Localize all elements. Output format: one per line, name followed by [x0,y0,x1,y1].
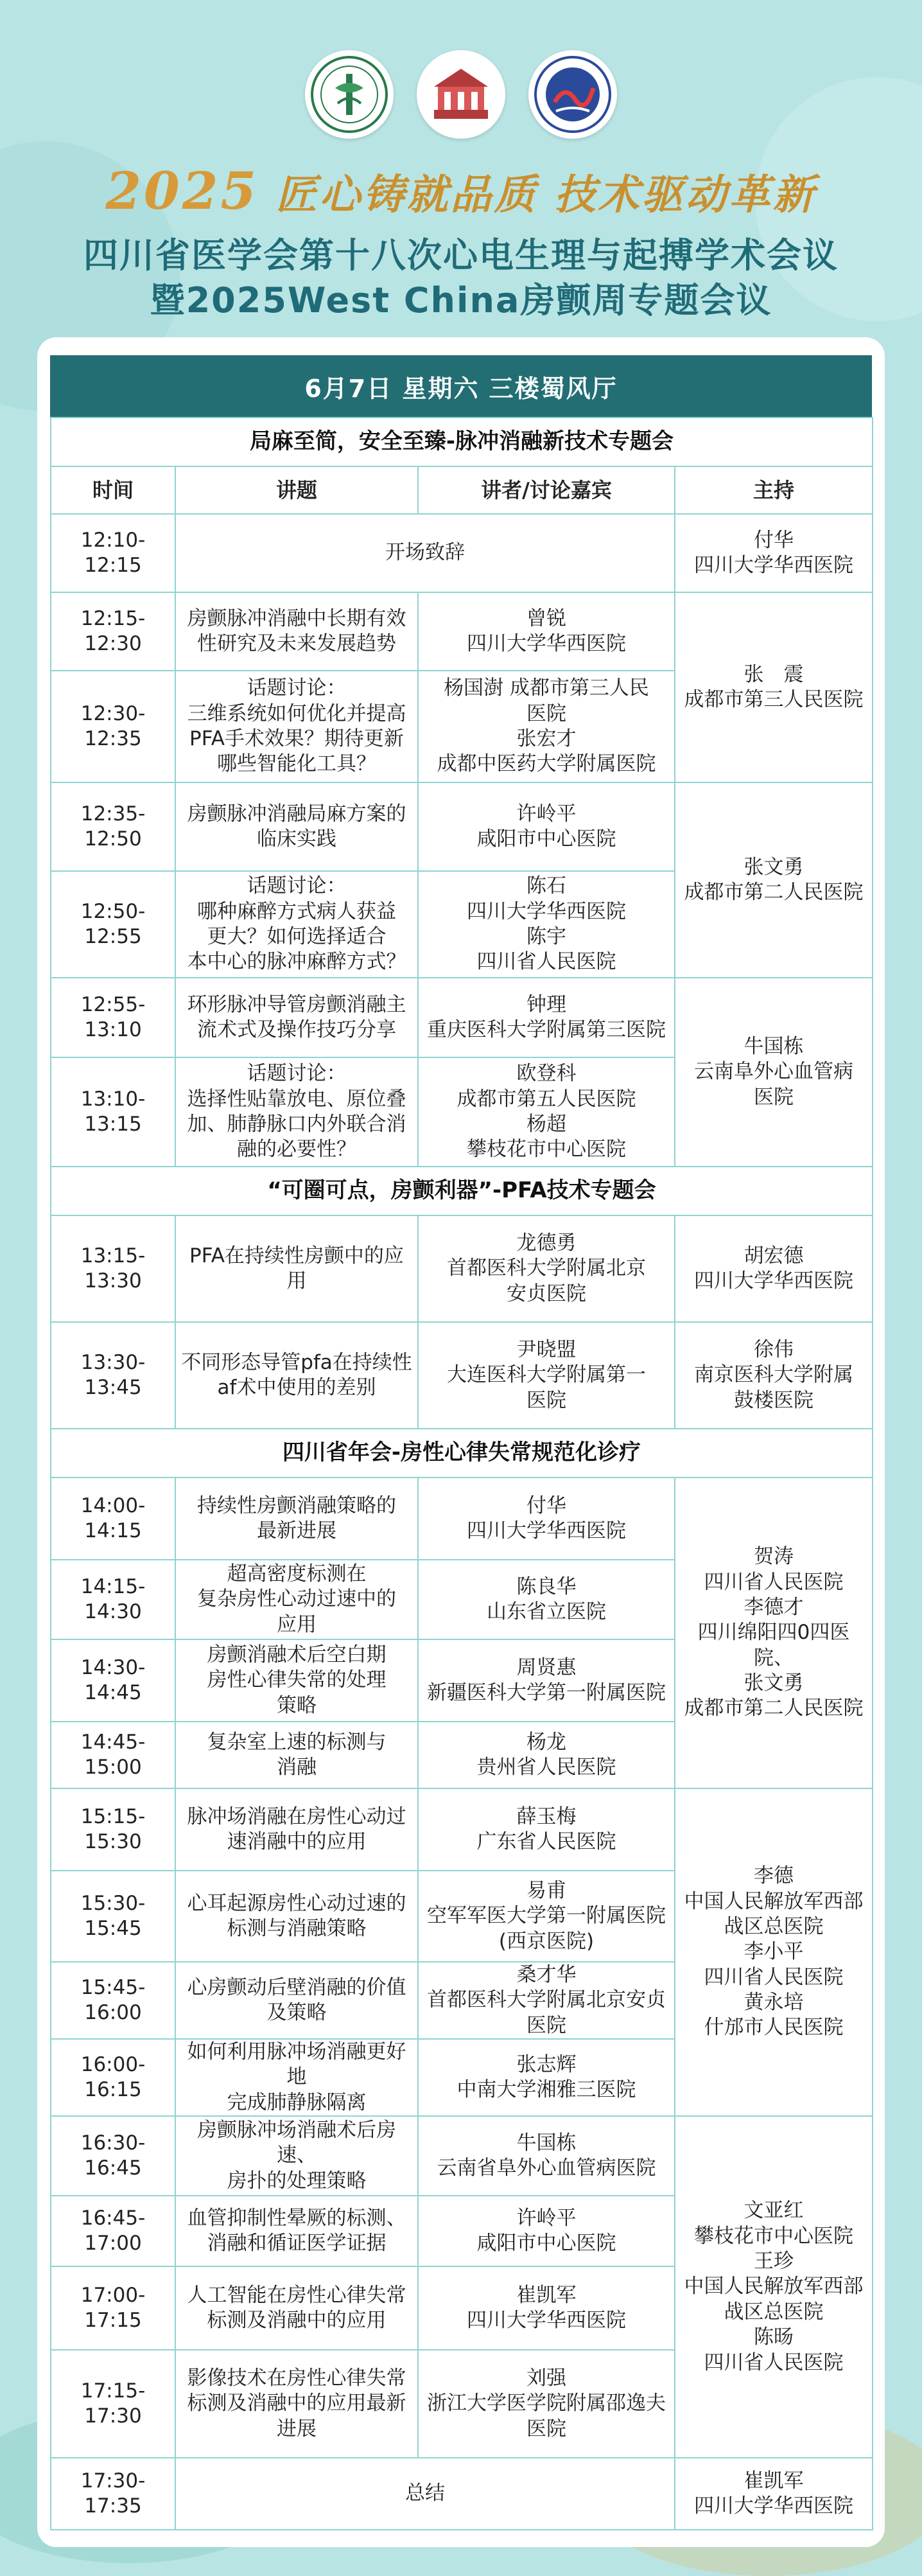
topic-line: 超高密度标测在 [227,1562,367,1585]
speaker-line: 牛国栋 [516,2131,577,2155]
session-time: 13:30-13:45 [51,1322,175,1429]
host-line: 中国人民解放军西部 [684,1889,864,1913]
speaker-line: 攀枝花市中心医院 [467,1138,626,1161]
session-time: 14:00-14:15 [51,1478,175,1560]
topic-line: 临床实践 [257,827,336,851]
session-topic [175,871,418,978]
host-line: 云南阜外心血管病 [694,1060,853,1084]
session-time: 12:50-12:55 [51,871,175,978]
speaker-line: 医院 [526,1388,566,1412]
topic-line: 消融和循证医学证据 [207,2232,387,2255]
section-title: 四川省年会-房性心律失常规范化诊疗 [51,1429,873,1478]
session-speaker [418,1478,675,1560]
association-emblem-icon [533,55,613,134]
table-row [51,1788,873,1871]
association-emblem-logo [528,50,617,139]
speaker-line: 陈宇 [526,925,566,948]
conference-title: 四川省医学会第十八次心电生理与起搏学术会议 [83,235,839,276]
slogan-text: 匠心铸就品质 技术驱动革新 [275,171,817,219]
table-row [51,592,873,671]
host-line: 付华 [754,528,794,552]
host-line: 成都市第二人民医院 [684,881,864,904]
topic-line: 持续性房颤消融策略的 [197,1494,396,1517]
session-host [675,2116,873,2458]
topic-line: 人工智能在房性心律失常 [187,2283,406,2307]
session-speaker [418,1639,675,1722]
session-time: 12:35-12:50 [51,782,175,871]
session-topic [175,1215,418,1322]
topic-line: 复杂室上速的标测与 [207,1730,387,1754]
speaker-line: 陈良华 [516,1575,577,1598]
host-line: 南京医科大学附属 [694,1363,853,1387]
topic-line: 三维系统如何优化并提高 [187,701,406,725]
speaker-line: 杨超 [526,1113,566,1136]
session-topic [175,2196,418,2266]
host-line: 中国人民解放军西部 [684,2275,864,2298]
topic-line: 用 [286,1269,307,1292]
speaker-line: 咸阳市中心医院 [476,827,616,851]
session-speaker [418,2196,675,2266]
speaker-line: 曾锐 [526,606,566,630]
speaker-line: 四川大学华西医院 [467,899,626,923]
table-row [51,1215,873,1322]
topic-line: 不同形态导管pfa在持续性 [181,1350,412,1374]
speaker-line: 新疆医科大学第一附属医院 [427,1681,666,1704]
host-line: 攀枝花市中心医院 [694,2224,853,2248]
session-host [675,592,873,782]
topic-line: 房性心律失常的处理 [207,1668,387,1692]
session-time: 15:30-15:45 [51,1871,175,1962]
speaker-line: 安贞医院 [507,1282,586,1305]
column-header: 讲者/讨论嘉宾 [418,466,675,514]
west-china-hospital-logo [417,50,505,139]
topic-line: 话题讨论： [247,676,347,700]
session-time: 14:15-14:30 [51,1560,175,1639]
session-topic [175,1478,418,1560]
speaker-line: 许岭平 [516,2206,577,2230]
session-speaker [418,1788,675,1871]
session-topic [175,2039,418,2116]
session-speaker [418,1322,675,1429]
day-header: 6月7日 星期六 三楼蜀风厅 [50,355,872,417]
host-line: 张文勇 [744,855,804,879]
speaker-line: 贵州省人民医院 [476,1756,616,1779]
host-line: 四川大学华西医院 [694,554,853,577]
session-speaker [418,2350,675,2458]
session-host [675,2458,873,2530]
session-host [675,978,873,1167]
topic-line: 策略 [277,1693,317,1717]
topic-line: 房颤脉冲场消融术后房速、 [197,2119,396,2167]
speaker-line: 云南省阜外心血管病医院 [437,2157,656,2180]
section-title-row [51,1429,873,1478]
session-time: 17:30-17:35 [51,2458,175,2530]
speaker-line: 浙江大学医学院附属邵逸夫 [427,2392,666,2415]
speaker-line: 山东省立医院 [487,1600,606,1623]
speaker-line: 刘强 [526,2367,566,2390]
host-line: 李德才 [744,1595,804,1619]
speaker-line: 周贤惠 [516,1655,577,1679]
sichuan-medical-association-logo [305,50,394,139]
section-title: 局麻至简，安全至臻-脉冲消融新技术专题会 [51,418,873,466]
topic-line: 应用 [277,1612,317,1636]
speaker-line: 尹晓盟 [516,1337,577,1361]
topic-line: 性研究及未来发展趋势 [197,632,396,655]
host-line: 陈旸 [754,2325,794,2349]
host-line: 李德 [754,1864,794,1888]
topic-line: 话题讨论： [247,874,347,898]
topic-line: 流术式及操作技巧分享 [197,1018,396,1041]
speaker-line: 张志辉 [516,2052,577,2076]
speaker-line: 空军军医大学第一附属医院 [427,1904,666,1928]
logo-row [0,50,922,139]
session-time: 13:10-13:15 [51,1057,175,1167]
session-time: 17:00-17:15 [51,2266,175,2350]
session-time: 13:15-13:30 [51,1215,175,1322]
session-speaker [418,1871,675,1962]
speaker-line: 薛玉梅 [516,1804,577,1828]
session-time: 17:15-17:30 [51,2350,175,2458]
schedule-card [37,337,885,2547]
topic-line: 心房颤动后壁消融的价值 [187,1975,406,1999]
speaker-line: 广东省人民医院 [476,1830,616,1853]
host-line: 鼓楼医院 [734,1388,813,1412]
speaker-line: 四川大学华西医院 [467,632,626,655]
speaker-line: 钟理 [526,992,566,1016]
speaker-line: 四川大学华西医院 [467,2309,626,2333]
host-line: 黄永培 [744,1991,804,2015]
host-line: 徐伟 [754,1337,794,1361]
session-time: 12:30-12:35 [51,671,175,782]
speaker-line: 重庆医科大学附属第三医院 [427,1018,666,1041]
session-host [675,1215,873,1322]
host-line: 胡宏德 [744,1244,804,1267]
topic-line: 消融 [277,1756,317,1779]
session-speaker [418,2116,675,2196]
topic-line: 更大？如何选择适合 [207,925,387,948]
speaker-line: 四川省人民医院 [476,950,616,974]
session-topic [175,1560,418,1639]
session-topic [175,978,418,1057]
host-line: 成都市第二人民医院 [684,1697,864,1720]
host-line: 战区总医院 [724,2300,824,2324]
table-row [51,514,873,592]
table-row [51,978,873,1057]
table-row [51,782,873,871]
session-topic [175,1057,418,1167]
speaker-line: 医院 [526,2417,566,2440]
speaker-line: 杨国澍 成都市第三人民 [444,676,649,700]
speaker-line: 付华 [526,1494,566,1517]
speaker-line: 大连医科大学附属第一 [447,1363,646,1387]
host-line: 四川大学华西医院 [694,2494,853,2518]
host-line: 张 震 [744,662,804,686]
topic-line: af术中使用的差别 [217,1376,376,1399]
host-line: 医院 [754,1085,794,1109]
topic-line: 速消融中的应用 [227,1830,367,1853]
session-time: 12:15-12:30 [51,592,175,671]
speaker-line: 桑才华 [516,1963,577,1986]
topic-line: 本中心的脉冲麻醉方式？ [187,950,406,974]
speaker-line: 医院 [526,701,566,725]
topic-line: 标测及消融中的应用最新 [187,2392,406,2415]
speaker-line: 成都市第五人民医院 [457,1087,636,1111]
topic-line: 如何利用脉冲场消融更好 [187,2040,406,2064]
sma-emblem-icon [309,55,389,134]
session-time: 12:55-13:10 [51,978,175,1057]
topic-line: 及策略 [266,2001,327,2025]
speaker-line: (西京医院) [498,1929,595,1953]
session-topic [175,782,418,871]
session-time: 16:45-17:00 [51,2196,175,2266]
topic-line: 哪些智能化工具？ [217,752,376,776]
topic-line: 哪种麻醉方式病人获益 [197,899,396,923]
topic-line: 完成肺静脉隔离 [227,2090,367,2114]
session-topic [175,1788,418,1871]
speaker-line: 医院 [526,2013,566,2037]
session-topic [175,2350,418,2458]
table-row [51,2116,873,2196]
session-time: 15:45-16:00 [51,1962,175,2039]
speaker-line: 首都医科大学附属北京 [447,1257,646,1280]
session-time: 15:15-15:30 [51,1788,175,1871]
schedule-table-wrapper [50,355,872,2530]
host-line: 文亚红 [744,2199,804,2223]
topic-line: 地 [286,2065,307,2089]
table-row [51,1478,873,1560]
slogan [0,161,922,221]
session-topic: 总结 [175,2458,675,2530]
topic-line: 环形脉冲导管房颤消融主 [187,992,406,1016]
host-line: 崔凯军 [744,2469,804,2492]
session-host [675,514,873,592]
conference-subtitle: 暨2025West China房颤周专题会议 [150,280,772,321]
session-speaker [418,1722,675,1788]
section-title-row [51,418,873,466]
speaker-line: 四川大学华西医院 [467,1519,626,1542]
section-title-row [51,1167,873,1215]
schedule-table [50,417,873,2530]
host-line: 四川省人民医院 [704,1570,844,1594]
host-line: 李小平 [744,1940,804,1964]
speaker-line: 首都医科大学附属北京安贞 [427,1988,666,2012]
session-speaker [418,1560,675,1639]
session-time: 16:00-16:15 [51,2039,175,2116]
topic-line: 最新进展 [257,1519,336,1542]
session-host [675,1478,873,1788]
topic-line: PFA手术效果？期待更新 [189,727,404,750]
topic-line: 血管抑制性晕厥的标测、 [187,2206,406,2230]
session-speaker [418,2266,675,2350]
topic-line: 标测及消融中的应用 [207,2309,387,2333]
speaker-line: 成都中医药大学附属医院 [437,752,656,776]
speaker-line: 咸阳市中心医院 [476,2232,616,2255]
column-header: 时间 [51,466,175,514]
session-topic [175,1871,418,1962]
topic-line: 进展 [277,2417,317,2440]
topic-line: 融的必要性？ [237,1138,356,1161]
session-topic [175,1322,418,1429]
session-time: 14:45-15:00 [51,1722,175,1788]
column-header: 讲题 [175,466,418,514]
session-topic [175,1722,418,1788]
session-topic [175,2266,418,2350]
topic-line: 加、肺静脉口内外联合消 [187,1113,406,1136]
topic-line: 房颤脉冲消融局麻方案的 [187,802,406,825]
speaker-line: 张宏才 [516,727,577,750]
topic-line: 房颤消融术后空白期 [207,1643,387,1666]
topic-line: 话题讨论： [247,1062,347,1086]
host-line: 四川省人民医院 [704,1965,844,1989]
topic-line: 房颤脉冲消融中长期有效 [187,606,406,630]
host-line: 什邡市人民医院 [704,2016,844,2040]
topic-line: 选择性贴靠放电、原位叠 [187,1087,406,1111]
session-time: 12:10-12:15 [51,514,175,592]
session-speaker [418,2039,675,2116]
host-line: 四川省人民医院 [704,2351,844,2374]
session-host [675,1788,873,2116]
host-line: 贺涛 [754,1545,794,1569]
host-line: 张文勇 [744,1672,804,1695]
column-header-row [51,466,873,514]
session-topic [175,671,418,782]
topic-line: 房扑的处理策略 [227,2169,367,2192]
header [0,0,922,334]
session-time: 16:30-16:45 [51,2116,175,2196]
host-line: 四川绵阳四0四医院、 [697,1621,850,1670]
speaker-line: 欧登科 [516,1062,577,1086]
speaker-line: 崔凯军 [516,2283,577,2307]
host-line: 成都市第三人民医院 [684,688,864,711]
table-row [51,2458,873,2530]
table-row [51,1322,873,1429]
host-line: 王珍 [754,2250,794,2273]
host-line: 四川大学华西医院 [694,1269,853,1292]
speaker-line: 龙德勇 [516,1231,577,1255]
speaker-line: 易甫 [526,1878,566,1902]
session-speaker [418,782,675,871]
column-header: 主持 [675,466,873,514]
session-topic [175,592,418,671]
session-speaker [418,978,675,1057]
topic-line: 心耳起源房性心动过速的 [187,1891,406,1915]
topic-line: 复杂房性心动过速中的 [197,1587,396,1611]
session-topic [175,2116,418,2196]
session-speaker [418,1962,675,2039]
session-speaker [418,871,675,978]
host-line: 战区总医院 [724,1915,824,1939]
session-speaker [418,1215,675,1322]
speaker-line: 陈石 [526,874,566,898]
host-line: 牛国栋 [744,1034,804,1058]
session-topic: 开场致辞 [175,514,675,592]
session-time: 14:30-14:45 [51,1639,175,1722]
hospital-building-icon [421,55,501,134]
session-host [675,782,873,978]
session-topic [175,1962,418,2039]
session-speaker [418,1057,675,1167]
speaker-line: 许岭平 [516,802,577,825]
speaker-line: 杨龙 [526,1730,566,1754]
session-topic [175,1639,418,1722]
topic-line: 影像技术在房性心律失常 [187,2367,406,2390]
topic-line: 标测与消融策略 [227,1917,367,1940]
speaker-line: 中南大学湘雅三医院 [457,2078,636,2102]
session-speaker [418,592,675,671]
session-speaker [418,671,675,782]
session-host [675,1322,873,1429]
slogan-year: 2025 [105,161,259,221]
topic-line: 脉冲场消融在房性心动过 [187,1804,406,1828]
topic-line: PFA在持续性房颤中的应 [189,1244,404,1267]
section-title: “可圈可点，房颤利器”-PFA技术专题会 [51,1167,873,1215]
